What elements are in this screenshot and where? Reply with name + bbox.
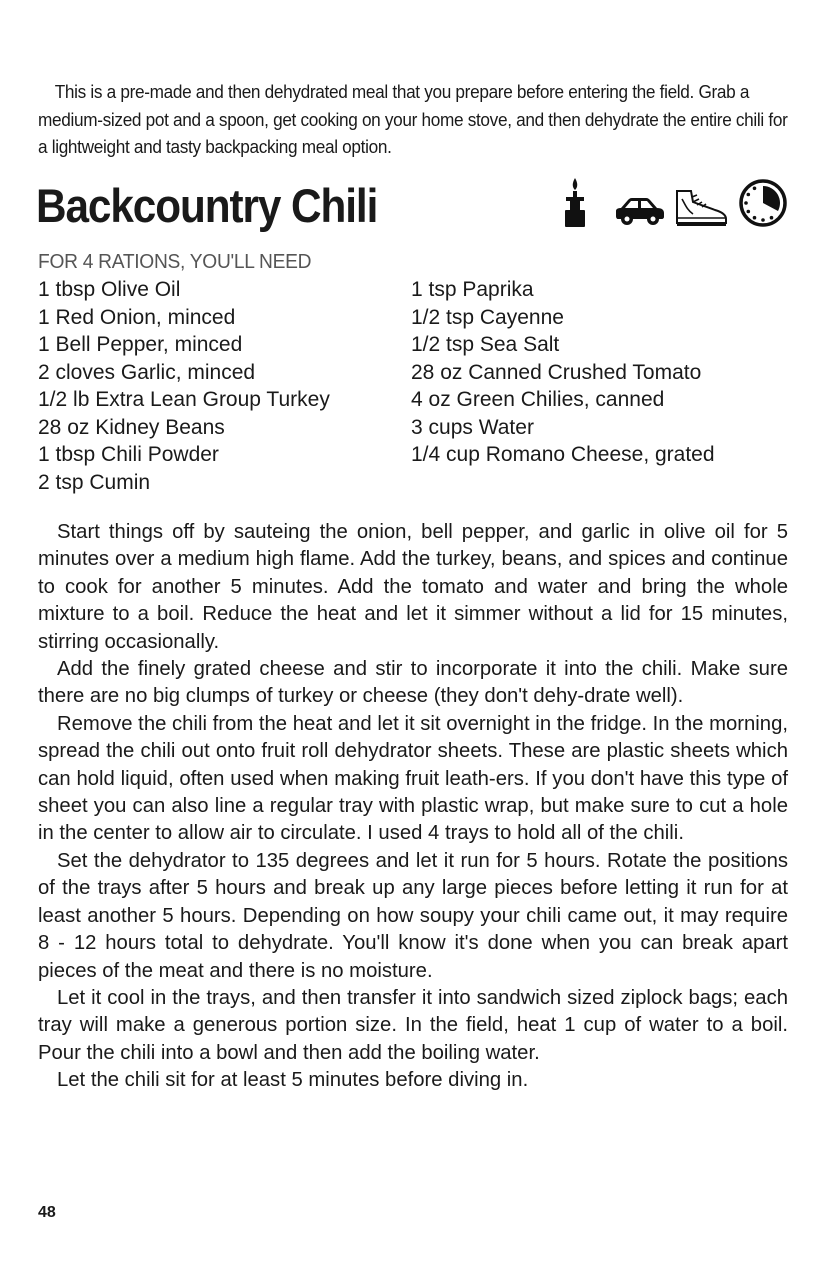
recipe-icons <box>560 176 792 232</box>
ingredients-list-left <box>38 276 330 496</box>
ingredient-item: 28 oz Canned Crushed Tomato <box>411 360 702 384</box>
recipe-title: Backcountry Chili <box>36 179 378 232</box>
ingredient-item: 1/4 cup Romano Cheese, grated <box>411 443 715 466</box>
ingredient-item: 1/2 tsp Sea Salt <box>411 333 560 356</box>
instruction-paragraph: Let the chili sit for at least 5 minutes before diving in. <box>57 1069 529 1092</box>
car-icon <box>614 196 666 226</box>
ingredient-item: 1 Red Onion, minced <box>38 305 236 329</box>
ingredient-item: 1 tbsp Chili Powder <box>38 443 219 466</box>
ingredients-list-right <box>411 276 715 469</box>
ingredient-item: 4 oz Green Chilies, canned <box>411 388 665 411</box>
ingredient-item: 1/2 tsp Cayenne <box>411 305 564 329</box>
ingredient-item: 28 oz Kidney Beans <box>38 415 225 439</box>
instruction-paragraph: Let it cool in the trays, and then transfer it into sandwich sized ziplock bags; each tray will make a generous portion size. In the field, heat 1 cup of water to a boil. Pour the chili into a bowl and then add the boiling water. <box>38 986 788 1064</box>
instruction-paragraph: Start things off by sauteing the onion, bell pepper, and garlic in olive oil for 5 minutes over a medium high flame. Add the turkey, beans, and spices and continue to cook for another 5 minutes. Add the tomato and water and bring the whole mixture to a boil. Reduce the heat and let it simmer without a lid for 15 minutes, stirring occasionally. <box>38 521 788 653</box>
ingredient-item: 1/2 lb Extra Lean Group Turkey <box>38 388 330 411</box>
instruction-paragraph: Remove the chili from the heat and let it sit overnight in the fridge. In the morning, spread the chili out onto fruit roll dehydrator sheets. These are plastic sheets which can hold liquid, often used when making fruit leath-ers. If you don't have this type of sheet you can also line a regular tray with plastic wrap, but make sure to cut a hole in the center to allow air to circulate. I used 4 trays to hold all of the chili. <box>38 712 788 845</box>
ingredient-item: 1 Bell Pepper, minced <box>38 333 243 356</box>
instructions <box>38 519 788 1095</box>
ingredient-item: 2 tsp Cumin <box>38 470 151 494</box>
timer-icon <box>736 178 790 228</box>
ingredient-item: 2 cloves Garlic, minced <box>38 360 256 384</box>
instruction-paragraph: Add the finely grated cheese and stir to incorporate it into the chili. Make sure there are no big clumps of turkey or cheese (they don't dehy-drate well). <box>38 658 788 708</box>
hiking-boot-icon <box>673 188 729 228</box>
intro-paragraph: This is a pre-made and then dehydrated meal that you prepare before entering the field. Grab a medium-sized pot and a spoon, get cooking on your home stove, and then dehydrate the entire chili for a lightweight and tasty backpacking meal option. <box>38 81 788 157</box>
page-number: 48 <box>38 1204 56 1221</box>
ingredient-item: 1 tsp Paprika <box>411 278 534 301</box>
ingredients-heading: FOR 4 RATIONS, YOU'LL NEED <box>38 251 312 273</box>
stove-icon <box>564 176 586 228</box>
ingredient-item: 3 cups Water <box>411 415 534 439</box>
ingredient-item: 1 tbsp Olive Oil <box>38 278 181 301</box>
instruction-paragraph: Set the dehydrator to 135 degrees and let it run for 5 hours. Rotate the positions of the trays after 5 hours and break up any large pieces before letting it run for at least another 5 hours. Depending on how soupy your chili came out, it may require 8 - 12 hours total to dehydrate. You'll know it's done when you can break apart pieces of the meat and there is no moisture. <box>38 849 788 982</box>
